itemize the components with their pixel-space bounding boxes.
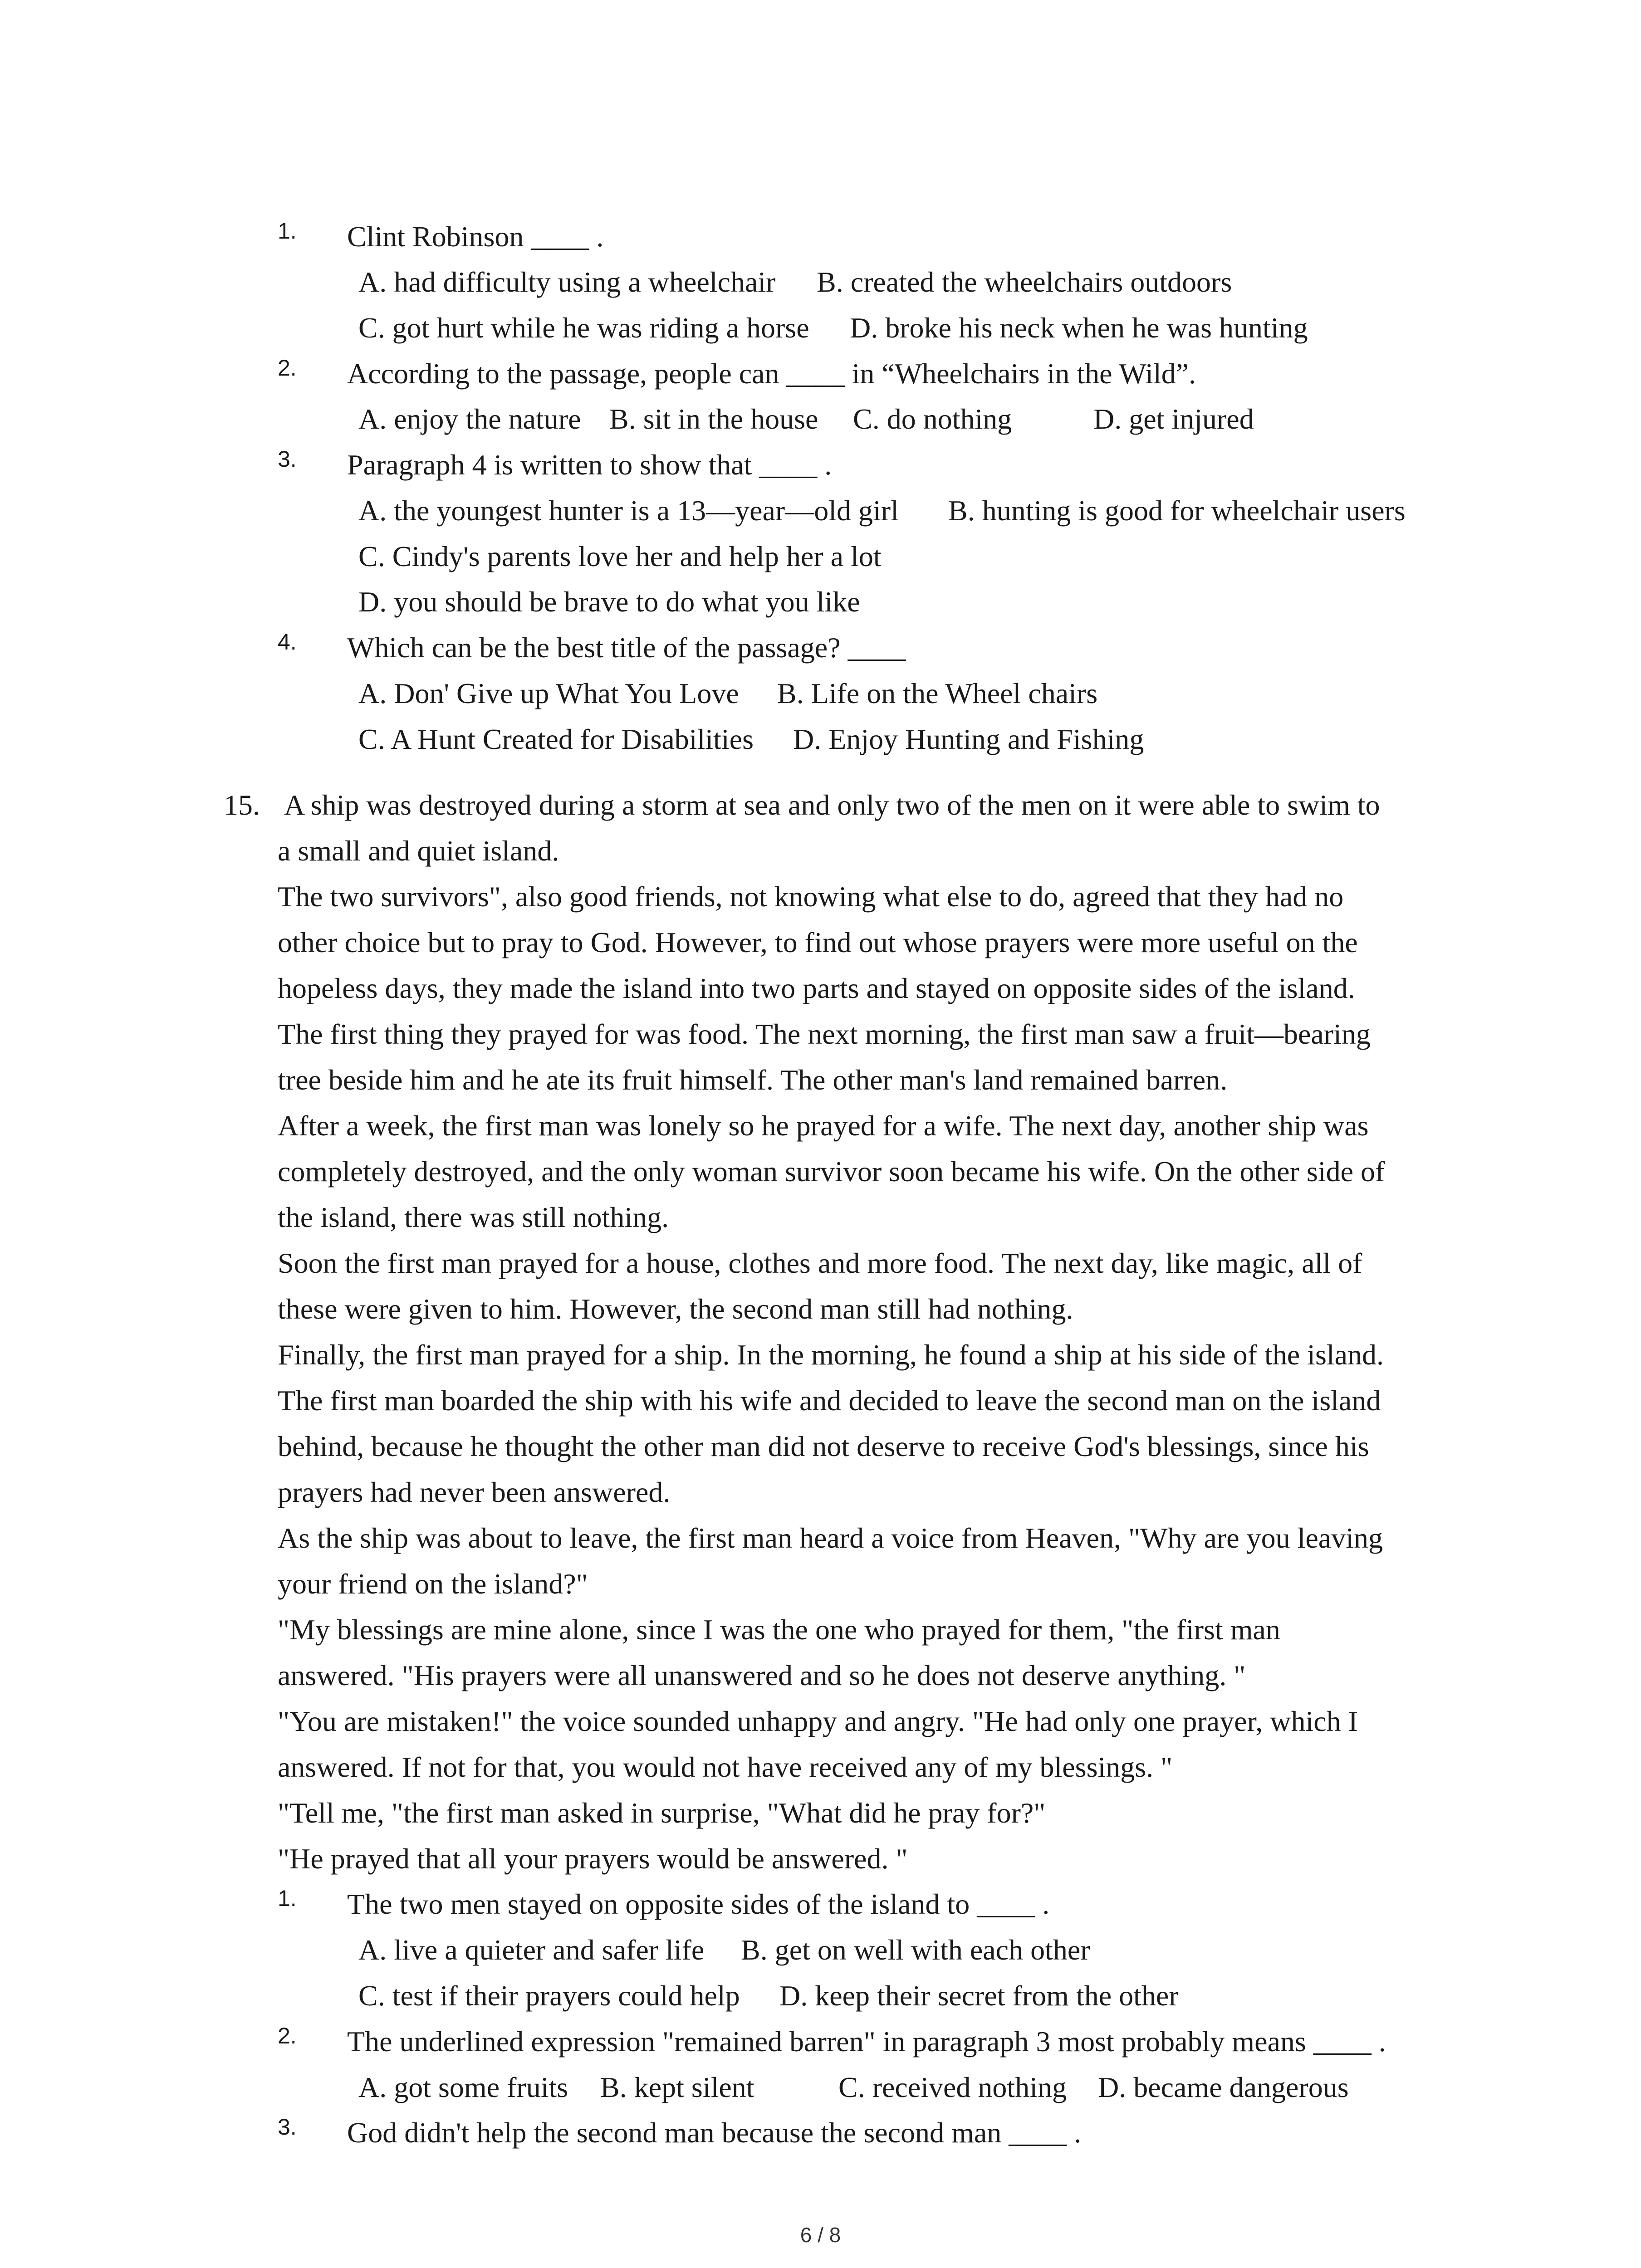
- option-a: A. Don' Give up What You Love: [358, 677, 739, 709]
- option-b: B. hunting is good for wheelchair users: [948, 494, 1406, 527]
- question-15-3: [0, 2110, 1641, 2156]
- option-a: A. got some fruits: [358, 2071, 568, 2103]
- option-b: B. sit in the house: [609, 403, 818, 435]
- option-a: A. live a quieter and safer life: [358, 1934, 705, 1966]
- question-number: 3.: [278, 2114, 297, 2140]
- question-number: 1.: [278, 1886, 297, 1911]
- option-a: A. had difficulty using a wheelchair: [358, 266, 776, 298]
- option-d: D. keep their secret from the other: [779, 1980, 1179, 2012]
- question-stem: Paragraph 4 is written to show that ____ .: [347, 449, 832, 481]
- question-14-3: [0, 442, 1641, 488]
- option-b: B. kept silent: [600, 2071, 754, 2103]
- question-number: 2.: [278, 355, 297, 381]
- passage-line: "My blessings are mine alone, since I was the one who prayed for them, "the first man: [278, 1613, 1280, 1646]
- passage-line: these were given to him. However, the second man still had nothing.: [278, 1293, 1073, 1325]
- option-c: C. received nothing: [838, 2071, 1067, 2103]
- question-number: 1.: [278, 218, 297, 244]
- question-14-4: [0, 625, 1641, 670]
- question-stem: Clint Robinson ____ .: [347, 220, 604, 253]
- option-d: D. became dangerous: [1098, 2071, 1349, 2103]
- option-c: C. A Hunt Created for Disabilities: [358, 723, 754, 755]
- option-d: D. broke his neck when he was hunting: [850, 312, 1308, 344]
- passage-line: "You are mistaken!" the voice sounded unhappy and angry. "He had only one prayer, which I: [278, 1705, 1358, 1737]
- passage-line: other choice but to pray to God. However, to find out whose prayers were more useful on the: [278, 926, 1358, 958]
- option-b: B. created the wheelchairs outdoors: [817, 266, 1232, 298]
- option-c: C. do nothing: [853, 403, 1012, 435]
- question-stem: Which can be the best title of the passage? ____: [347, 631, 906, 664]
- passage-line: answered. If not for that, you would not have received any of my blessings. ": [278, 1751, 1173, 1783]
- passage-line: After a week, the first man was lonely so he prayed for a wife. The next day, another ship was: [278, 1110, 1369, 1142]
- question-14-2: [0, 351, 1641, 396]
- question-number: 2.: [278, 2023, 297, 2048]
- question-stem: The underlined expression "remained barren" in paragraph 3 most probably means ____ .: [347, 2025, 1386, 2058]
- question-15-number: 15.: [224, 789, 260, 821]
- passage-line: The first man boarded the ship with his wife and decided to leave the second man on the island: [278, 1384, 1381, 1417]
- option-a: A. the youngest hunter is a 13—year—old girl: [358, 494, 899, 527]
- option-d: D. get injured: [1093, 403, 1254, 435]
- passage-line: "Tell me, "the first man asked in surprise, "What did he pray for?": [278, 1797, 1046, 1829]
- question-stem: According to the passage, people can ____ in “Wheelchairs in the Wild”.: [347, 357, 1196, 390]
- passage-line: tree beside him and he ate its fruit himself. The other man's land remained barren.: [278, 1064, 1228, 1096]
- passage-line: answered. "His prayers were all unanswered and so he does not deserve anything. ": [278, 1659, 1246, 1691]
- passage-line: The first thing they prayed for was food. The next morning, the first man saw a fruit—bearing: [278, 1018, 1371, 1050]
- question-15-1: [0, 1882, 1641, 1927]
- question-15-2: [0, 2019, 1641, 2064]
- option-d: D. you should be brave to do what you like: [358, 586, 860, 618]
- passage-line: Soon the first man prayed for a house, clothes and more food. The next day, like magic, all of: [278, 1247, 1362, 1279]
- passage-line: The two survivors", also good friends, not knowing what else to do, agreed that they had no: [278, 880, 1344, 913]
- passage-line: "He prayed that all your prayers would be answered. ": [278, 1843, 908, 1875]
- passage-line: prayers had never been answered.: [278, 1476, 671, 1508]
- question-15-passage: [278, 782, 1475, 1882]
- option-c: C. Cindy's parents love her and help her a lot: [358, 540, 882, 572]
- passage-line: your friend on the island?": [278, 1568, 588, 1600]
- passage-line: a small and quiet island.: [278, 835, 559, 867]
- option-c: C. got hurt while he was riding a horse: [358, 312, 809, 344]
- passage-line: A ship was destroyed during a storm at sea and only two of the men on it were able to swim to: [284, 789, 1380, 821]
- question-stem: The two men stayed on opposite sides of the island to ____ .: [347, 1888, 1050, 1920]
- option-c: C. test if their prayers could help: [358, 1980, 740, 2012]
- passage-line: behind, because he thought the other man did not deserve to receive God's blessings, since his: [278, 1430, 1369, 1462]
- option-d: D. Enjoy Hunting and Fishing: [793, 723, 1144, 755]
- option-b: B. Life on the Wheel chairs: [777, 677, 1098, 709]
- passage-line: the island, there was still nothing.: [278, 1201, 669, 1233]
- passage-line: Finally, the first man prayed for a ship. In the morning, he found a ship at his side of the island.: [278, 1339, 1384, 1371]
- page-number: 6 / 8: [800, 2223, 841, 2247]
- question-number: 4.: [278, 629, 297, 655]
- question-stem: God didn't help the second man because the second man ____ .: [347, 2116, 1082, 2149]
- question-number: 3.: [278, 446, 297, 472]
- question-14-1: [0, 214, 1641, 259]
- option-a: A. enjoy the nature: [358, 403, 581, 435]
- option-b: B. get on well with each other: [741, 1934, 1090, 1966]
- passage-line: hopeless days, they made the island into two parts and stayed on opposite sides of the island.: [278, 972, 1355, 1004]
- passage-line: As the ship was about to leave, the first man heard a voice from Heaven, "Why are you leaving: [278, 1522, 1383, 1554]
- passage-line: completely destroyed, and the only woman survivor soon became his wife. On the other side of: [278, 1155, 1385, 1188]
